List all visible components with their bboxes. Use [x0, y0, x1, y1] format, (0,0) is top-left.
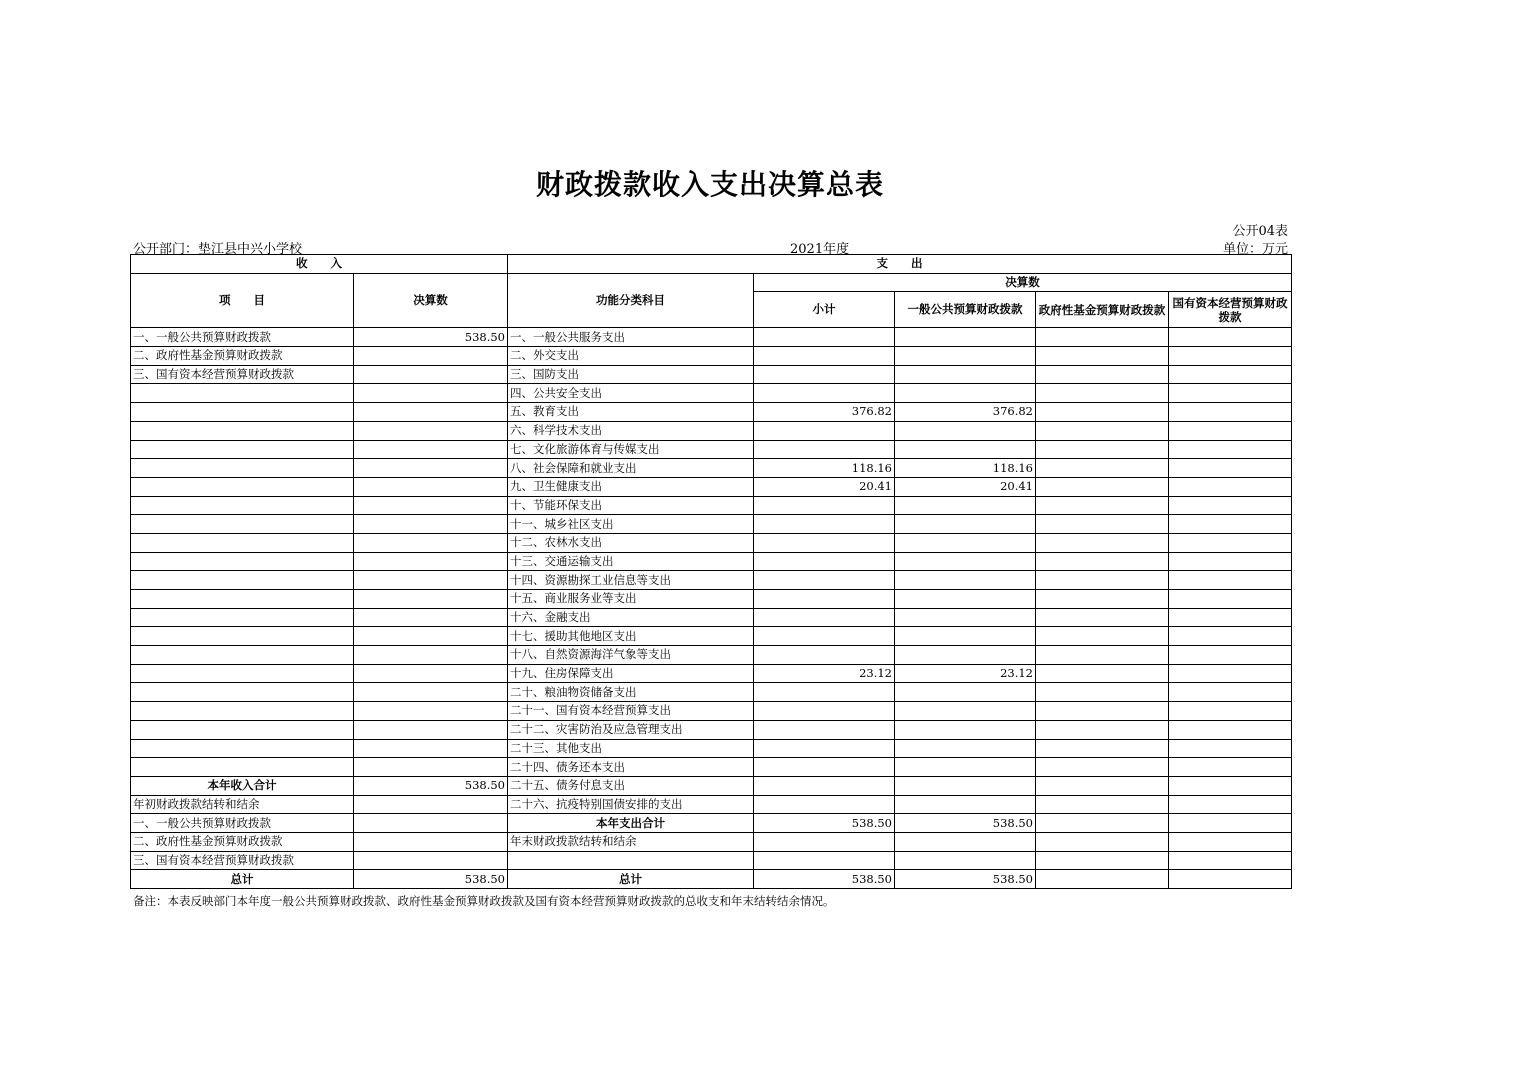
- subtotal-cell: [754, 590, 895, 609]
- expense-item-cell: 总计: [508, 870, 754, 889]
- income-item-cell: [131, 758, 354, 777]
- fund-budget-cell: [1036, 870, 1169, 889]
- fund-budget-cell: [1036, 440, 1169, 459]
- fund-budget-cell: [1036, 646, 1169, 665]
- subtotal-cell: [754, 683, 895, 702]
- state-capital-cell: [1169, 459, 1292, 478]
- unit-label: 单位：万元: [1222, 242, 1288, 257]
- state-capital-cell: [1169, 365, 1292, 384]
- general-budget-cell: [895, 702, 1036, 721]
- income-value-cell: [354, 365, 508, 384]
- table-row: [131, 590, 1292, 609]
- subtotal-cell: [754, 515, 895, 534]
- state-capital-cell: [1169, 814, 1292, 833]
- table-row: [131, 702, 1292, 721]
- subtotal-cell: [754, 795, 895, 814]
- expense-item-cell: 二十、粮油物资储备支出: [508, 683, 754, 702]
- subtotal-cell: [754, 702, 895, 721]
- state-capital-cell: [1169, 795, 1292, 814]
- state-capital-cell: [1169, 702, 1292, 721]
- subtotal-cell: [754, 552, 895, 571]
- table-row: [131, 496, 1292, 515]
- income-item-cell: [131, 403, 354, 422]
- income-value-cell: [354, 851, 508, 870]
- income-item-cell: 年初财政拨款结转和结余: [131, 795, 354, 814]
- expense-item-cell: 二十五、债务付息支出: [508, 776, 754, 795]
- state-capital-cell: [1169, 758, 1292, 777]
- general-budget-cell: [895, 627, 1036, 646]
- fund-budget-cell: [1036, 477, 1169, 496]
- state-capital-cell: [1169, 440, 1292, 459]
- general-budget-cell: [895, 758, 1036, 777]
- fund-budget-header: 政府性基金预算财政拨款: [1036, 292, 1169, 328]
- state-capital-cell: [1169, 720, 1292, 739]
- general-budget-cell: 538.50: [895, 870, 1036, 889]
- table-row: [131, 552, 1292, 571]
- income-value-cell: [354, 403, 508, 422]
- table-row: [131, 664, 1292, 683]
- table-row: [131, 608, 1292, 627]
- expense-item-cell: 年末财政拨款结转和结余: [508, 832, 754, 851]
- fund-budget-cell: [1036, 627, 1169, 646]
- income-value-cell: [354, 384, 508, 403]
- general-budget-cell: [895, 421, 1036, 440]
- state-capital-cell: [1169, 608, 1292, 627]
- fund-budget-cell: [1036, 552, 1169, 571]
- table-row: [131, 440, 1292, 459]
- income-value-cell: [354, 533, 508, 552]
- fund-budget-cell: [1036, 608, 1169, 627]
- general-budget-cell: [895, 328, 1036, 347]
- income-value-cell: [354, 515, 508, 534]
- subtotal-cell: [754, 496, 895, 515]
- final-amount-header: 决算数: [354, 273, 508, 328]
- fund-budget-cell: [1036, 739, 1169, 758]
- expense-item-cell: 二十三、其他支出: [508, 739, 754, 758]
- table-row: [131, 347, 1292, 366]
- year-label: 2021年度: [790, 242, 850, 257]
- income-value-cell: [354, 646, 508, 665]
- subtotal-cell: [754, 758, 895, 777]
- income-value-cell: [354, 440, 508, 459]
- income-item-cell: [131, 459, 354, 478]
- general-budget-cell: [895, 720, 1036, 739]
- expense-item-cell: 二十六、抗疫特别国债安排的支出: [508, 795, 754, 814]
- department-label: 公开部门：垫江县中兴小学校: [133, 242, 303, 257]
- general-budget-cell: [895, 832, 1036, 851]
- income-value-cell: [354, 590, 508, 609]
- general-budget-header: 一般公共预算财政拨款: [895, 292, 1036, 328]
- fund-budget-cell: [1036, 758, 1169, 777]
- subtotal-cell: [754, 440, 895, 459]
- general-budget-cell: [895, 365, 1036, 384]
- income-item-cell: [131, 627, 354, 646]
- subtotal-cell: [754, 571, 895, 590]
- subtotal-cell: [754, 832, 895, 851]
- table-row: [131, 515, 1292, 534]
- income-item-cell: 一、一般公共预算财政拨款: [131, 328, 354, 347]
- table-row: [131, 571, 1292, 590]
- fund-budget-cell: [1036, 459, 1169, 478]
- table-row: [131, 870, 1292, 889]
- expense-item-cell: 八、社会保障和就业支出: [508, 459, 754, 478]
- fund-budget-cell: [1036, 403, 1169, 422]
- expense-item-cell: 本年支出合计: [508, 814, 754, 833]
- income-value-cell: [354, 683, 508, 702]
- income-value-cell: 538.50: [354, 328, 508, 347]
- state-capital-cell: [1169, 627, 1292, 646]
- state-capital-cell: [1169, 328, 1292, 347]
- expense-item-cell: 十五、商业服务业等支出: [508, 590, 754, 609]
- expense-item-cell: 十九、住房保障支出: [508, 664, 754, 683]
- income-item-cell: [131, 384, 354, 403]
- subtotal-cell: [754, 533, 895, 552]
- expense-item-cell: 二、外交支出: [508, 347, 754, 366]
- table-row: [131, 533, 1292, 552]
- fund-budget-cell: [1036, 683, 1169, 702]
- income-item-cell: 本年收入合计: [131, 776, 354, 795]
- table-row: [131, 459, 1292, 478]
- income-value-cell: [354, 608, 508, 627]
- fund-budget-cell: [1036, 533, 1169, 552]
- fund-budget-cell: [1036, 832, 1169, 851]
- fund-budget-cell: [1036, 590, 1169, 609]
- subtotal-cell: 538.50: [754, 814, 895, 833]
- income-item-cell: [131, 739, 354, 758]
- state-capital-cell: [1169, 347, 1292, 366]
- expense-item-cell: 十二、农林水支出: [508, 533, 754, 552]
- general-budget-cell: [895, 533, 1036, 552]
- subtotal-cell: [754, 851, 895, 870]
- expense-item-cell: 二十四、债务还本支出: [508, 758, 754, 777]
- table-row: [131, 683, 1292, 702]
- expense-item-cell: 七、文化旅游体育与传媒支出: [508, 440, 754, 459]
- expense-item-cell: 十八、自然资源海洋气象等支出: [508, 646, 754, 665]
- expense-item-cell: 十、节能环保支出: [508, 496, 754, 515]
- subtotal-cell: [754, 347, 895, 366]
- income-header: 收 入: [131, 255, 508, 274]
- expense-item-cell: 五、教育支出: [508, 403, 754, 422]
- function-class-header: 功能分类科目: [508, 273, 754, 328]
- income-item-cell: 二、政府性基金预算财政拨款: [131, 832, 354, 851]
- income-value-cell: 538.50: [354, 870, 508, 889]
- form-number: 公开04表: [1232, 224, 1288, 239]
- fund-budget-cell: [1036, 702, 1169, 721]
- expense-item-cell: 十六、金融支出: [508, 608, 754, 627]
- state-capital-cell: [1169, 515, 1292, 534]
- final-amount-group-header: 决算数: [754, 273, 1292, 292]
- subtotal-cell: [754, 776, 895, 795]
- expense-item-cell: 四、公共安全支出: [508, 384, 754, 403]
- table-row: [131, 832, 1292, 851]
- income-item-cell: [131, 533, 354, 552]
- expense-item-cell: 十一、城乡社区支出: [508, 515, 754, 534]
- general-budget-cell: 118.16: [895, 459, 1036, 478]
- state-capital-cell: [1169, 832, 1292, 851]
- item-header: 项 目: [131, 273, 354, 328]
- expense-item-cell: 十三、交通运输支出: [508, 552, 754, 571]
- general-budget-cell: [895, 683, 1036, 702]
- fund-budget-cell: [1036, 571, 1169, 590]
- subtotal-cell: 118.16: [754, 459, 895, 478]
- table-row: [131, 403, 1292, 422]
- fund-budget-cell: [1036, 776, 1169, 795]
- footnote: 备注：本表反映部门本年度一般公共预算财政拨款、政府性基金预算财政拨款及国有资本经营预算财政拨款的总收支和年末结转结余情况。: [133, 894, 835, 908]
- general-budget-cell: [895, 776, 1036, 795]
- fund-budget-cell: [1036, 851, 1169, 870]
- general-budget-cell: [895, 851, 1036, 870]
- fund-budget-cell: [1036, 795, 1169, 814]
- expense-item-cell: 九、卫生健康支出: [508, 477, 754, 496]
- fund-budget-cell: [1036, 384, 1169, 403]
- state-capital-cell: [1169, 851, 1292, 870]
- state-capital-cell: [1169, 590, 1292, 609]
- state-capital-cell: [1169, 683, 1292, 702]
- expense-item-cell: 一、一般公共服务支出: [508, 328, 754, 347]
- general-budget-cell: 538.50: [895, 814, 1036, 833]
- income-item-cell: [131, 590, 354, 609]
- fund-budget-cell: [1036, 515, 1169, 534]
- subtotal-cell: [754, 384, 895, 403]
- general-budget-cell: [895, 515, 1036, 534]
- fund-budget-cell: [1036, 328, 1169, 347]
- income-item-cell: [131, 477, 354, 496]
- income-item-cell: [131, 608, 354, 627]
- table-row: [131, 758, 1292, 777]
- income-value-cell: [354, 739, 508, 758]
- page-title: 财政拨款收入支出决算总表: [535, 168, 884, 201]
- fund-budget-cell: [1036, 347, 1169, 366]
- income-item-cell: [131, 515, 354, 534]
- general-budget-cell: [895, 552, 1036, 571]
- subtotal-cell: 23.12: [754, 664, 895, 683]
- table-row: [131, 851, 1292, 870]
- subtotal-cell: [754, 720, 895, 739]
- table-row: [131, 477, 1292, 496]
- subtotal-cell: [754, 421, 895, 440]
- income-item-cell: [131, 664, 354, 683]
- table-row: [131, 814, 1292, 833]
- subtotal-cell: [754, 646, 895, 665]
- income-item-cell: 总计: [131, 870, 354, 889]
- income-item-cell: [131, 440, 354, 459]
- expense-item-cell: 十七、援助其他地区支出: [508, 627, 754, 646]
- income-item-cell: [131, 496, 354, 515]
- state-capital-cell: [1169, 739, 1292, 758]
- income-item-cell: 二、政府性基金预算财政拨款: [131, 347, 354, 366]
- income-item-cell: 三、国有资本经营预算财政拨款: [131, 851, 354, 870]
- fund-budget-cell: [1036, 814, 1169, 833]
- table-row: [131, 627, 1292, 646]
- general-budget-cell: [895, 384, 1036, 403]
- state-capital-cell: [1169, 870, 1292, 889]
- fund-budget-cell: [1036, 496, 1169, 515]
- income-item-cell: [131, 421, 354, 440]
- general-budget-cell: [895, 440, 1036, 459]
- general-budget-cell: 23.12: [895, 664, 1036, 683]
- income-item-cell: [131, 552, 354, 571]
- income-value-cell: [354, 459, 508, 478]
- subtotal-cell: [754, 627, 895, 646]
- fund-budget-cell: [1036, 421, 1169, 440]
- income-item-cell: [131, 571, 354, 590]
- state-capital-cell: [1169, 403, 1292, 422]
- general-budget-cell: [895, 496, 1036, 515]
- state-capital-cell: [1169, 552, 1292, 571]
- state-capital-cell: [1169, 477, 1292, 496]
- subtotal-header: 小计: [754, 292, 895, 328]
- table-row: [131, 776, 1292, 795]
- income-value-cell: [354, 814, 508, 833]
- income-value-cell: [354, 347, 508, 366]
- state-capital-cell: [1169, 664, 1292, 683]
- fund-budget-cell: [1036, 664, 1169, 683]
- general-budget-cell: [895, 347, 1036, 366]
- expense-item-cell: 二十二、灾害防治及应急管理支出: [508, 720, 754, 739]
- income-value-cell: [354, 477, 508, 496]
- income-value-cell: [354, 758, 508, 777]
- income-value-cell: [354, 795, 508, 814]
- expense-item-cell: 三、国防支出: [508, 365, 754, 384]
- income-item-cell: 三、国有资本经营预算财政拨款: [131, 365, 354, 384]
- state-capital-cell: [1169, 776, 1292, 795]
- subtotal-cell: [754, 739, 895, 758]
- subtotal-cell: [754, 608, 895, 627]
- general-budget-cell: [895, 646, 1036, 665]
- table-row: [131, 739, 1292, 758]
- table-row: [131, 365, 1292, 384]
- income-item-cell: 一、一般公共预算财政拨款: [131, 814, 354, 833]
- expense-item-cell: 二十一、国有资本经营预算支出: [508, 702, 754, 721]
- income-item-cell: [131, 683, 354, 702]
- income-item-cell: [131, 702, 354, 721]
- state-capital-header: 国有资本经营预算财政拨款: [1169, 292, 1292, 328]
- income-value-cell: [354, 496, 508, 515]
- general-budget-cell: [895, 795, 1036, 814]
- income-item-cell: [131, 646, 354, 665]
- general-budget-cell: [895, 571, 1036, 590]
- general-budget-cell: [895, 608, 1036, 627]
- income-value-cell: [354, 627, 508, 646]
- income-value-cell: [354, 832, 508, 851]
- table-row: [131, 421, 1292, 440]
- general-budget-cell: 20.41: [895, 477, 1036, 496]
- income-value-cell: [354, 702, 508, 721]
- income-value-cell: 538.50: [354, 776, 508, 795]
- state-capital-cell: [1169, 496, 1292, 515]
- expense-item-cell: [508, 851, 754, 870]
- income-value-cell: [354, 571, 508, 590]
- fund-budget-cell: [1036, 720, 1169, 739]
- income-item-cell: [131, 720, 354, 739]
- state-capital-cell: [1169, 533, 1292, 552]
- expense-item-cell: 十四、资源勘探工业信息等支出: [508, 571, 754, 590]
- income-value-cell: [354, 720, 508, 739]
- general-budget-cell: [895, 739, 1036, 758]
- state-capital-cell: [1169, 421, 1292, 440]
- table-row: [131, 720, 1292, 739]
- subtotal-cell: [754, 328, 895, 347]
- table-row: [131, 384, 1292, 403]
- income-value-cell: [354, 552, 508, 571]
- general-budget-cell: [895, 590, 1036, 609]
- income-value-cell: [354, 664, 508, 683]
- subtotal-cell: 376.82: [754, 403, 895, 422]
- expense-header: 支 出: [508, 255, 1292, 274]
- state-capital-cell: [1169, 571, 1292, 590]
- table-row: [131, 646, 1292, 665]
- state-capital-cell: [1169, 646, 1292, 665]
- table-row: [131, 328, 1292, 347]
- income-value-cell: [354, 421, 508, 440]
- subtotal-cell: 538.50: [754, 870, 895, 889]
- general-budget-cell: 376.82: [895, 403, 1036, 422]
- subtotal-cell: 20.41: [754, 477, 895, 496]
- subtotal-cell: [754, 365, 895, 384]
- table-row: [131, 795, 1292, 814]
- expense-item-cell: 六、科学技术支出: [508, 421, 754, 440]
- fiscal-summary-table: [130, 254, 1292, 889]
- state-capital-cell: [1169, 384, 1292, 403]
- fund-budget-cell: [1036, 365, 1169, 384]
